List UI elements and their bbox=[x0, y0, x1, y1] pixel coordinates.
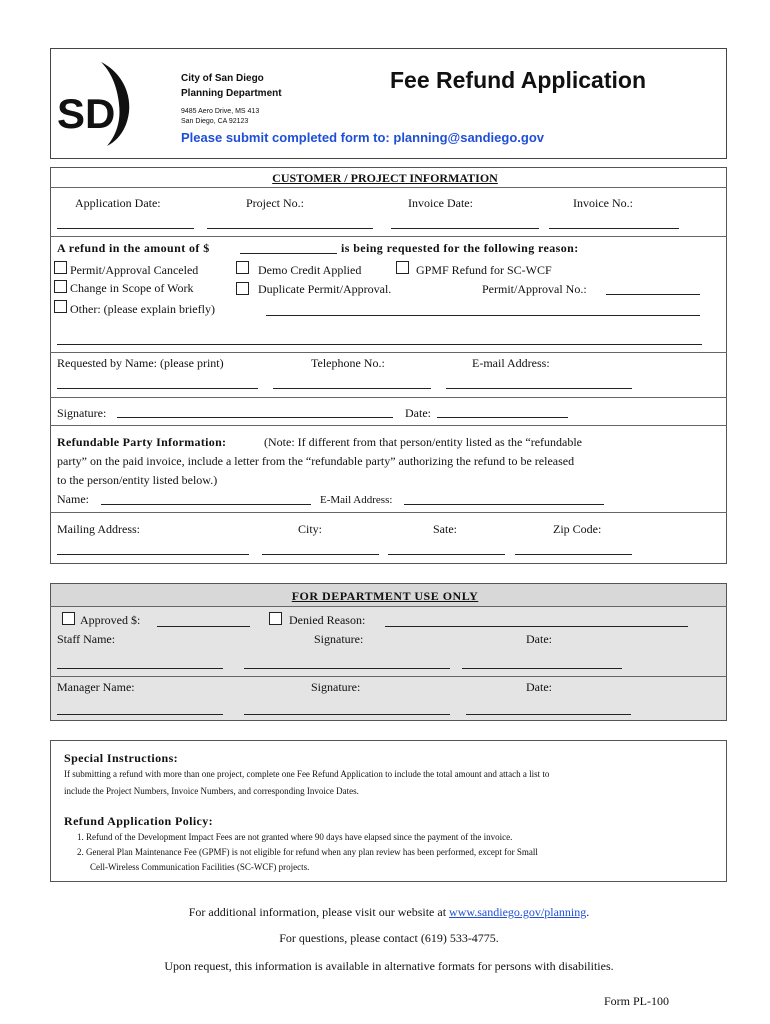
signature-field[interactable] bbox=[117, 417, 393, 418]
special-instructions-text-1: If submitting a refund with more than one project, complete one Fee Refund Application to include the total amount and attach a list to bbox=[64, 769, 550, 779]
address-line-2: San Diego, CA 92123 bbox=[181, 118, 249, 125]
divider bbox=[50, 187, 727, 188]
approved-checkbox[interactable] bbox=[62, 612, 75, 625]
staff-signature-label: Signature: bbox=[314, 632, 364, 646]
gpmf-refund-label: GPMF Refund for SC-WCF bbox=[416, 263, 552, 277]
divider bbox=[50, 425, 727, 426]
application-date-field[interactable] bbox=[57, 228, 194, 229]
denied-label: Denied Reason: bbox=[289, 613, 366, 627]
staff-date-field[interactable] bbox=[462, 668, 622, 669]
refund-policy-heading: Refund Application Policy: bbox=[64, 814, 214, 828]
requested-by-field[interactable] bbox=[57, 388, 258, 389]
staff-name-field[interactable] bbox=[57, 668, 223, 669]
name-label: Name: bbox=[57, 492, 89, 506]
scope-change-checkbox[interactable] bbox=[54, 280, 67, 293]
telephone-field[interactable] bbox=[273, 388, 431, 389]
manager-signature-field[interactable] bbox=[244, 714, 450, 715]
gpmf-refund-checkbox[interactable] bbox=[396, 261, 409, 274]
mailing-address-label: Mailing Address: bbox=[57, 522, 140, 536]
date-label: Date: bbox=[405, 406, 431, 420]
additional-info-text: For additional information, please visit our website at bbox=[188, 905, 450, 919]
form-title: Fee Refund Application bbox=[390, 67, 646, 93]
invoice-date-field[interactable] bbox=[391, 228, 539, 229]
policy-item-2: 2. General Plan Maintenance Fee (GPMF) is not eligible for refund when any plan review has been performed, except for Small bbox=[77, 847, 538, 857]
approved-amount-field[interactable] bbox=[157, 626, 250, 627]
department-section-title: FOR DEPARTMENT USE ONLY bbox=[291, 589, 479, 603]
staff-signature-field[interactable] bbox=[244, 668, 450, 669]
party-email-label: E-Mail Address: bbox=[320, 494, 393, 506]
duplicate-checkbox[interactable] bbox=[236, 282, 249, 295]
signature-label: Signature: bbox=[57, 406, 107, 420]
date-field[interactable] bbox=[437, 417, 568, 418]
denied-checkbox[interactable] bbox=[269, 612, 282, 625]
permit-no-field[interactable] bbox=[606, 294, 700, 295]
sd-logo bbox=[55, 58, 137, 148]
manager-name-field[interactable] bbox=[57, 714, 223, 715]
department-name: Planning Department bbox=[181, 88, 282, 99]
other-explanation-field[interactable] bbox=[266, 315, 700, 316]
logo-text: SD bbox=[57, 90, 116, 137]
city-field[interactable] bbox=[262, 554, 379, 555]
demo-credit-label: Demo Credit Applied bbox=[258, 263, 362, 277]
address-line-1: 9485 Aero Drive, MS 413 bbox=[181, 108, 260, 115]
additional-info bbox=[0, 905, 770, 919]
email-field[interactable] bbox=[446, 388, 632, 389]
permit-canceled-checkbox[interactable] bbox=[54, 261, 67, 274]
party-email-field[interactable] bbox=[404, 504, 604, 505]
other-label: Other: (please explain briefly) bbox=[70, 302, 215, 316]
requested-by-label: Requested by Name: (please print) bbox=[57, 356, 224, 370]
divider bbox=[50, 397, 727, 398]
manager-date-label: Date: bbox=[526, 680, 552, 694]
special-instructions-text-2: include the Project Numbers, Invoice Numbers, and corresponding Invoice Dates. bbox=[64, 786, 359, 796]
staff-name-label: Staff Name: bbox=[57, 632, 116, 646]
city-label: City: bbox=[298, 522, 323, 536]
divider bbox=[50, 352, 727, 353]
refund-amount-field[interactable] bbox=[240, 253, 337, 254]
form-number: Form PL-100 bbox=[604, 994, 670, 1008]
refundable-party-note-1: (Note: If different from that person/entity listed as the “refundable bbox=[264, 435, 582, 449]
state-field[interactable] bbox=[388, 554, 505, 555]
permit-no-label: Permit/Approval No.: bbox=[482, 282, 587, 296]
manager-name-label: Manager Name: bbox=[57, 680, 135, 694]
submit-note[interactable]: Please submit completed form to: planning@sandiego.gov bbox=[181, 130, 544, 145]
refund-suffix: is being requested for the following reason: bbox=[341, 241, 579, 255]
manager-signature-label: Signature: bbox=[311, 680, 361, 694]
alt-formats-note: Upon request, this information is available in alternative formats for persons with disabilities. bbox=[164, 959, 614, 973]
policy-item-1: 1. Refund of the Development Impact Fees are not granted where 90 days have elapsed since the payment of the invoice. bbox=[77, 832, 513, 842]
application-date-label: Application Date: bbox=[75, 196, 161, 210]
customer-section-title: CUSTOMER / PROJECT INFORMATION bbox=[272, 171, 498, 185]
email-label: E-mail Address: bbox=[472, 356, 550, 370]
demo-credit-checkbox[interactable] bbox=[236, 261, 249, 274]
party-name-field[interactable] bbox=[101, 504, 311, 505]
project-no-field[interactable] bbox=[207, 228, 373, 229]
state-label: Sate: bbox=[433, 522, 457, 536]
scope-change-label: Change in Scope of Work bbox=[70, 281, 194, 295]
duplicate-label: Duplicate Permit/Approval. bbox=[258, 282, 392, 296]
invoice-no-label: Invoice No.: bbox=[573, 196, 633, 210]
org-name: City of San Diego bbox=[181, 73, 264, 84]
divider bbox=[50, 236, 727, 237]
refundable-party-heading: Refundable Party Information: bbox=[57, 435, 227, 449]
special-instructions-heading: Special Instructions: bbox=[64, 751, 179, 765]
questions-contact: For questions, please contact (619) 533-4775. bbox=[279, 931, 499, 945]
website-link[interactable]: www.sandiego.gov/planning bbox=[449, 905, 587, 919]
additional-info-period: . bbox=[586, 905, 590, 919]
staff-date-label: Date: bbox=[526, 632, 552, 646]
refund-prefix: A refund in the amount of $ bbox=[57, 241, 210, 255]
mailing-address-field[interactable] bbox=[57, 554, 249, 555]
other-checkbox[interactable] bbox=[54, 300, 67, 313]
divider bbox=[50, 512, 727, 513]
permit-canceled-label: Permit/Approval Canceled bbox=[70, 263, 199, 277]
telephone-label: Telephone No.: bbox=[311, 356, 385, 370]
invoice-no-field[interactable] bbox=[549, 228, 679, 229]
manager-date-field[interactable] bbox=[466, 714, 631, 715]
invoice-date-label: Invoice Date: bbox=[408, 196, 473, 210]
other-explanation-field-2[interactable] bbox=[57, 344, 702, 345]
zip-field[interactable] bbox=[515, 554, 632, 555]
refundable-party-note-3: to the person/entity listed below.) bbox=[57, 473, 218, 487]
approved-label: Approved $: bbox=[80, 613, 141, 627]
divider bbox=[50, 676, 727, 677]
refundable-party-note-2: party” on the paid invoice, include a letter from the “refundable party” authorizing the refund to be released bbox=[57, 454, 575, 468]
project-no-label: Project No.: bbox=[246, 196, 304, 210]
divider bbox=[50, 606, 727, 607]
policy-item-2-cont: Cell-Wireless Communication Facilities (SC-WCF) projects. bbox=[90, 862, 310, 872]
denied-reason-field[interactable] bbox=[385, 626, 688, 627]
zip-label: Zip Code: bbox=[553, 522, 602, 536]
